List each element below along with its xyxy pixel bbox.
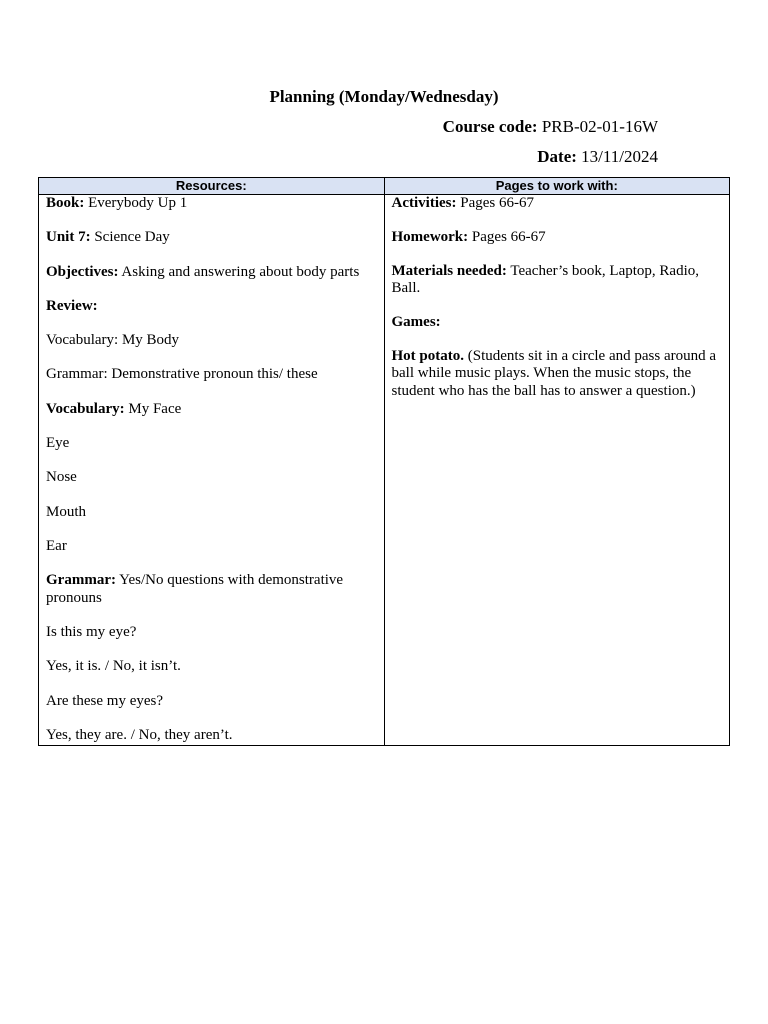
entry-label: Objectives:	[46, 263, 119, 280]
entry-label: Materials needed:	[391, 262, 507, 279]
list-item	[46, 538, 378, 556]
date-label: Date:	[537, 147, 577, 166]
list-item	[46, 229, 378, 247]
entry-text: Mouth	[46, 503, 87, 520]
entry-text: Yes/No questions with demonstrative pronouns	[46, 572, 344, 606]
entry-label: Book:	[46, 195, 85, 211]
list-item	[46, 572, 378, 607]
page-title: Planning (Monday/Wednesday)	[269, 87, 499, 106]
table-body-row	[39, 195, 730, 746]
entry-label: Unit 7:	[46, 229, 91, 246]
entry-text: Pages 66-67	[460, 195, 534, 211]
entry-text: My Face	[128, 400, 182, 417]
entry-label: Activities:	[391, 195, 457, 211]
list-item	[392, 263, 724, 298]
entry-text: Science Day	[94, 229, 170, 246]
entry-text: Yes, it is. / No, it isn’t.	[46, 658, 181, 675]
table-header-row	[39, 178, 730, 195]
entry-text: Are these my eyes?	[46, 692, 164, 709]
list-item	[46, 366, 378, 384]
entry-label: Grammar:	[46, 572, 116, 589]
list-item	[46, 401, 378, 419]
entry-text: Everybody Up 1	[88, 195, 188, 211]
list-item	[392, 229, 724, 247]
course-code-line	[443, 117, 658, 137]
list-item	[46, 624, 378, 642]
date-value: 13/11/2024	[581, 147, 658, 166]
list-item	[392, 314, 724, 332]
entry-text: Teacher’s book, Laptop, Radio, Ball.	[391, 262, 699, 297]
entry-text: Ear	[46, 537, 67, 554]
date-line	[537, 147, 658, 167]
resources-cell	[39, 195, 385, 746]
entry-label: Hot potato.	[391, 347, 464, 364]
course-code-label: Course code:	[442, 117, 538, 136]
list-item	[46, 693, 378, 711]
list-item	[46, 435, 378, 453]
list-item	[46, 469, 378, 487]
entry-text: Grammar: Demonstrative pronoun this/ these	[46, 366, 318, 383]
entry-text: Pages 66-67	[471, 228, 546, 245]
entry-label: Review:	[46, 297, 98, 314]
list-item	[46, 195, 378, 213]
list-item	[46, 504, 378, 522]
entry-text: Eye	[46, 435, 70, 452]
entry-text: (Students sit in a circle and pass around a ball while music plays. When the music stops, the student who has the ball has to answer a question.)	[391, 347, 717, 399]
planning-table	[38, 177, 730, 746]
list-item	[392, 195, 724, 213]
list-item	[46, 298, 378, 316]
entry-text: Is this my eye?	[46, 624, 137, 641]
entry-label: Homework:	[391, 228, 469, 245]
entry-text: Asking and answering about body parts	[121, 263, 360, 280]
entry-label: Vocabulary:	[46, 400, 125, 417]
entry-label: Games:	[391, 313, 441, 330]
entry-text: Vocabulary: My Body	[46, 332, 180, 349]
entry-text: Nose	[46, 469, 77, 486]
resources-header: Resources:	[39, 178, 385, 195]
list-item	[46, 727, 378, 745]
pages-cell	[384, 195, 730, 746]
list-item	[392, 348, 724, 401]
entry-text: Yes, they are. / No, they aren’t.	[46, 726, 233, 743]
course-code-value: PRB-02-01-16W	[541, 117, 658, 136]
pages-header: Pages to work with:	[384, 178, 730, 195]
list-item	[46, 332, 378, 350]
list-item	[46, 264, 378, 282]
list-item	[46, 658, 378, 676]
